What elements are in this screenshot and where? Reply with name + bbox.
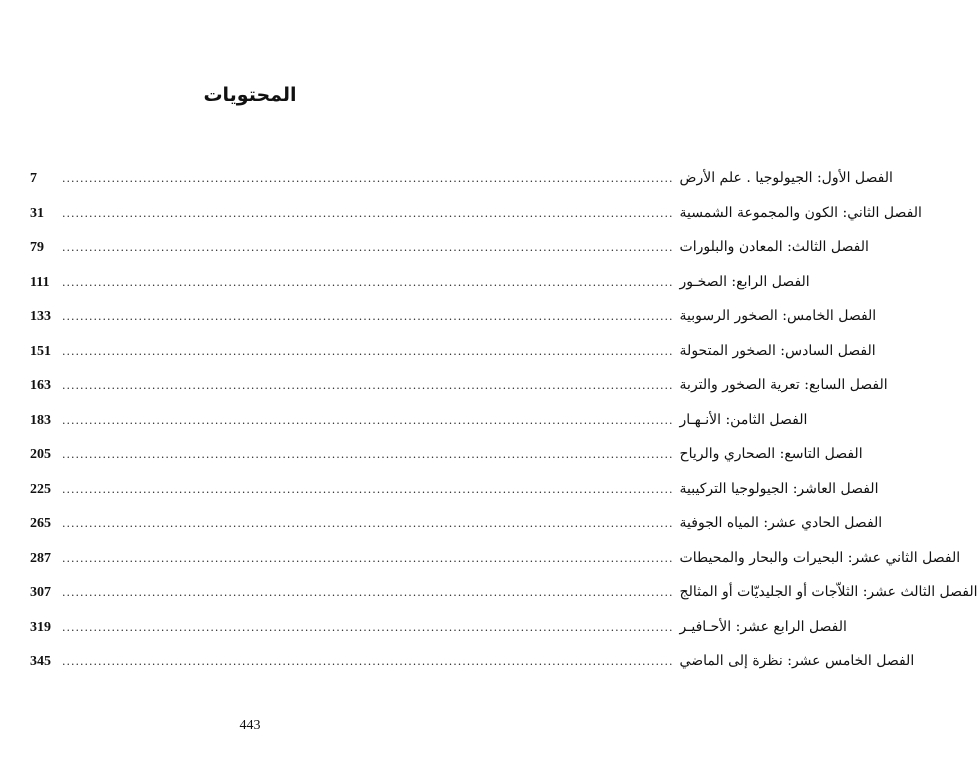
dot-leader: ........................................................................................................................................	[62, 517, 674, 530]
toc-page-number: 225	[30, 481, 51, 497]
dot-leader: ........................................................................................................................................	[62, 275, 674, 289]
toc-entry	[30, 342, 876, 378]
dot-leader: ........................................................................................................................................	[62, 241, 674, 254]
toc-entry	[30, 377, 888, 412]
toc-entry	[30, 204, 922, 240]
toc-chapter-title: الفصل الحادي عشر: المياه الجوفية	[679, 515, 883, 531]
dot-leader: ........................................................................................................................................	[62, 172, 674, 185]
page-number: 443	[239, 718, 261, 733]
toc-entry	[30, 273, 810, 309]
toc-chapter-title: الفصل الرابع: الصخـور	[679, 273, 810, 290]
toc-entry	[30, 308, 877, 343]
dot-leader: ........................................................................................................................................	[62, 344, 674, 358]
toc-page-number: 183	[30, 412, 51, 428]
dot-leader: ........................................................................................................................................	[62, 655, 674, 668]
toc-chapter-title: الفصل الخامس عشر: نظرة إلى الماضي	[679, 653, 915, 669]
toc-page-number: 7	[30, 171, 37, 186]
toc-chapter-title: الفصل الرابع عشر: الأحـافيـر	[679, 618, 847, 635]
toc-chapter-title: الفصل السادس: الصخور المتحولة	[679, 342, 876, 359]
dot-leader: ........................................................................................................................................	[62, 448, 674, 461]
toc-chapter-title: الفصل التاسع: الصحاري والرياح	[679, 446, 863, 462]
toc-page-number: 79	[30, 240, 44, 255]
toc-chapter-title: الفصل الثاني: الكون والمجموعة الشمسية	[679, 204, 922, 221]
toc-page-number: 31	[30, 205, 44, 221]
dot-leader: ........................................................................................................................................	[62, 413, 674, 427]
dot-leader: ........................................................................................................................................	[62, 620, 674, 634]
toc-chapter-title: الفصل العاشر: الجيولوجيا التركيبية	[679, 480, 879, 497]
page-title: المحتويات	[203, 84, 297, 106]
toc-chapter-title: الفصل الثامن: الأنـهـار	[679, 411, 808, 428]
toc-page-number: 265	[30, 516, 51, 531]
toc-chapter-title: الفصل الخامس: الصخور الرسوبية	[679, 308, 877, 324]
toc-chapter-title: الفصل الثالث: المعادن والبلورات	[679, 239, 869, 255]
toc-entry	[30, 584, 978, 619]
toc-entry	[30, 515, 883, 550]
dot-leader: ........................................................................................................................................	[62, 379, 674, 392]
dot-leader: ........................................................................................................................................	[62, 551, 674, 565]
dot-leader: ........................................................................................................................................	[62, 586, 674, 599]
toc-entry	[30, 618, 847, 654]
toc-page-number: 151	[30, 343, 51, 359]
toc-entry	[30, 446, 863, 481]
toc-chapter-title: الفصل الأول: الجيولوجيا . علم الأرض	[679, 170, 893, 186]
toc-entry	[30, 653, 915, 688]
toc-entry	[30, 239, 869, 274]
toc-page-number: 163	[30, 378, 51, 393]
toc-page-number: 307	[30, 585, 51, 600]
toc-page-number: 205	[30, 447, 51, 462]
toc-entry	[30, 411, 808, 447]
toc-entry	[30, 170, 893, 205]
toc-chapter-title: الفصل الثاني عشر: البحيرات والبحار والمحيطات	[679, 549, 961, 566]
toc-entry	[30, 480, 879, 516]
toc-page-number: 133	[30, 309, 51, 324]
toc-entry	[30, 549, 961, 585]
toc-chapter-title: الفصل السابع: تعرية الصخور والتربة	[679, 377, 888, 393]
dot-leader: ........................................................................................................................................	[62, 206, 674, 220]
dot-leader: ........................................................................................................................................	[62, 310, 674, 323]
toc-page-number: 345	[30, 654, 51, 669]
table-of-contents	[30, 170, 978, 688]
toc-page-number: 319	[30, 619, 51, 635]
toc-page-number: 287	[30, 550, 51, 566]
dot-leader: ........................................................................................................................................	[62, 482, 674, 496]
toc-chapter-title: الفصل الثالث عشر: الثلاّجات أو الجليديّات أو المثالج	[679, 584, 978, 600]
toc-page-number: 111	[30, 274, 50, 290]
